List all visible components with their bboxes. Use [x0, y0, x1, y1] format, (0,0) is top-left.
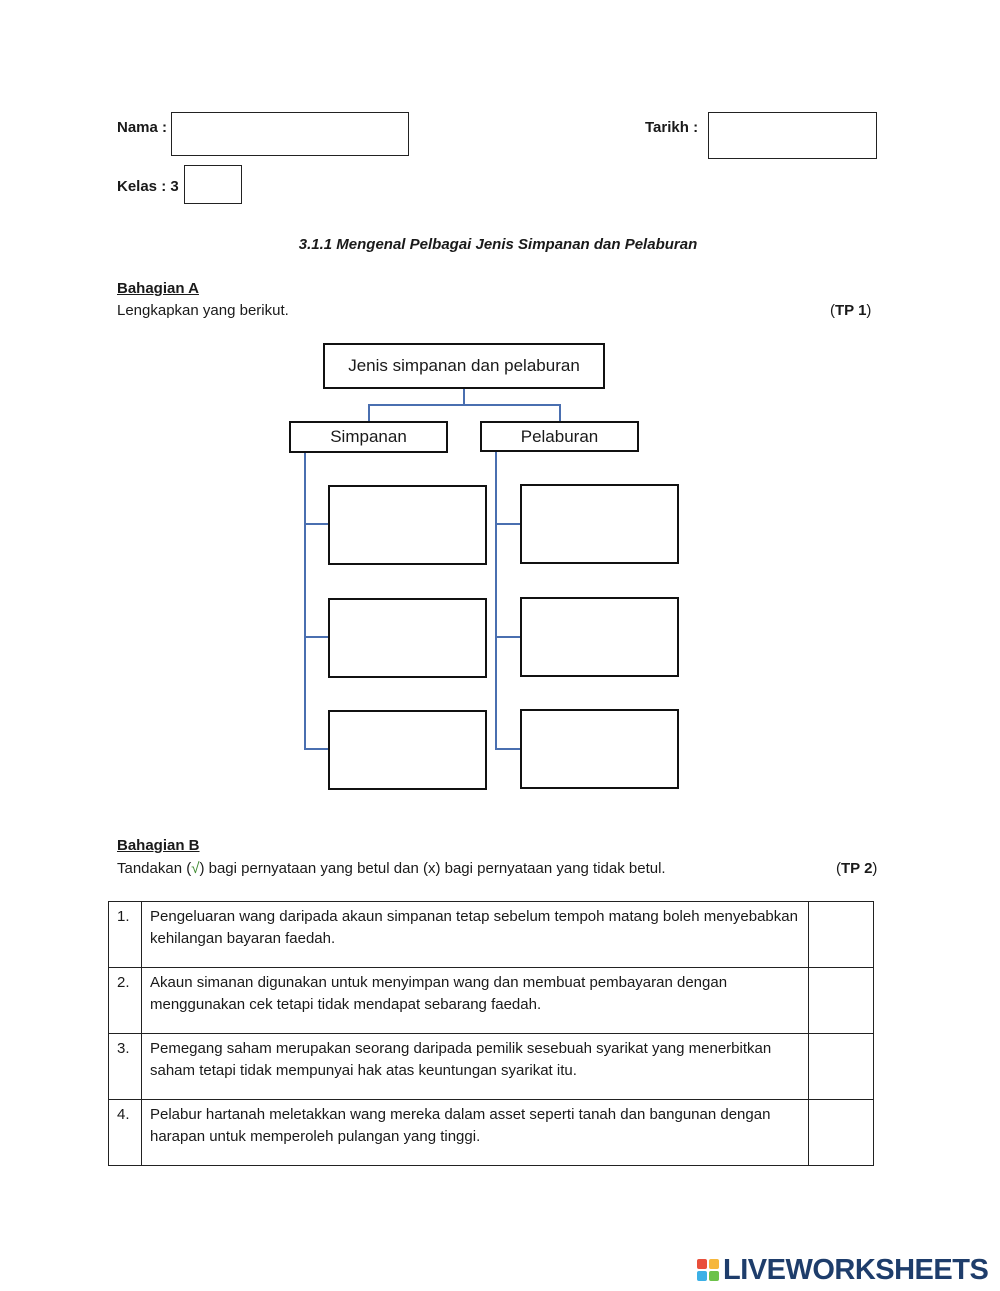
question-number: 1. [109, 902, 142, 968]
logo-tiles-icon [697, 1259, 719, 1281]
bahagian-b-tp: (TP 2) [836, 860, 878, 877]
connector-left-spine [304, 452, 306, 750]
answer-cell-2[interactable] [809, 968, 874, 1034]
bahagian-b-heading: Bahagian B [117, 837, 200, 854]
bahagian-a-heading: Bahagian A [117, 280, 199, 297]
diagram-pelaburan-node: Pelaburan [480, 421, 639, 452]
logo-tile [709, 1259, 719, 1269]
logo-text: LIVEWORKSHEETS [723, 1253, 989, 1286]
answer-cell-3[interactable] [809, 1034, 874, 1100]
table-row [109, 902, 874, 968]
liveworksheets-logo [697, 1253, 988, 1287]
logo-tile [709, 1271, 719, 1281]
question-text: Pemegang saham merupakan seorang daripada pemilik sesebuah syarikat yang menerbitkan saham tetapi tidak mempunyai hak atas keuntungan syarikat itu. [142, 1034, 809, 1100]
nama-input[interactable] [171, 112, 409, 156]
connector-right-branch-3 [495, 748, 520, 750]
table-row [109, 1034, 874, 1100]
simpanan-answer-box-1[interactable] [328, 485, 487, 565]
connector-left-drop [368, 404, 370, 422]
question-number: 3. [109, 1034, 142, 1100]
bahagian-a-instruction: Lengkapkan yang berikut. [117, 302, 289, 319]
question-text: Pelabur hartanah meletakkan wang mereka dalam asset seperti tanah dan bangunan dengan harapan untuk memperoleh pulangan yang tinggi. [142, 1100, 809, 1166]
kelas-label: Kelas : 3 [117, 178, 179, 195]
logo-tile [697, 1271, 707, 1281]
connector-right-spine [495, 452, 497, 750]
simpanan-answer-box-3[interactable] [328, 710, 487, 790]
logo-tile [697, 1259, 707, 1269]
kelas-input[interactable] [184, 165, 242, 204]
bahagian-a-tp: (TP 1) [830, 302, 872, 319]
simpanan-answer-box-2[interactable] [328, 598, 487, 678]
question-number: 4. [109, 1100, 142, 1166]
pelaburan-answer-box-3[interactable] [520, 709, 679, 789]
table-row [109, 1100, 874, 1166]
question-text: Pengeluaran wang daripada akaun simpanan tetap sebelum tempoh matang boleh menyebabkan kehilangan bayaran faedah. [142, 902, 809, 968]
worksheet-title: 3.1.1 Mengenal Pelbagai Jenis Simpanan dan Pelaburan [298, 236, 698, 253]
question-number: 2. [109, 968, 142, 1034]
table-row [109, 968, 874, 1034]
connector-left-branch-1 [304, 523, 328, 525]
pelaburan-answer-box-1[interactable] [520, 484, 679, 564]
pelaburan-answer-box-2[interactable] [520, 597, 679, 677]
connector-right-drop [559, 404, 561, 422]
tarikh-label: Tarikh : [645, 119, 699, 136]
check-symbol: √ [191, 860, 200, 877]
bahagian-b-instruction: Tandakan (√) bagi pernyataan yang betul dan (x) bagi pernyataan yang tidak betul. [117, 860, 666, 877]
diagram-simpanan-node: Simpanan [289, 421, 448, 453]
answer-cell-4[interactable] [809, 1100, 874, 1166]
answer-cell-1[interactable] [809, 902, 874, 968]
connector-root-stem [463, 389, 465, 405]
connector-left-branch-2 [304, 636, 328, 638]
connector-root-bar [368, 404, 561, 406]
tarikh-input[interactable] [708, 112, 877, 159]
diagram-root-node: Jenis simpanan dan pelaburan [323, 343, 605, 389]
connector-right-branch-2 [495, 636, 520, 638]
connector-right-branch-1 [495, 523, 520, 525]
nama-label: Nama : [117, 119, 168, 136]
question-text: Akaun simanan digunakan untuk menyimpan wang dan membuat pembayaran dengan menggunakan cek tetapi tidak mendapat sebarang faedah. [142, 968, 809, 1034]
statements-table [108, 901, 874, 1166]
connector-left-branch-3 [304, 748, 328, 750]
